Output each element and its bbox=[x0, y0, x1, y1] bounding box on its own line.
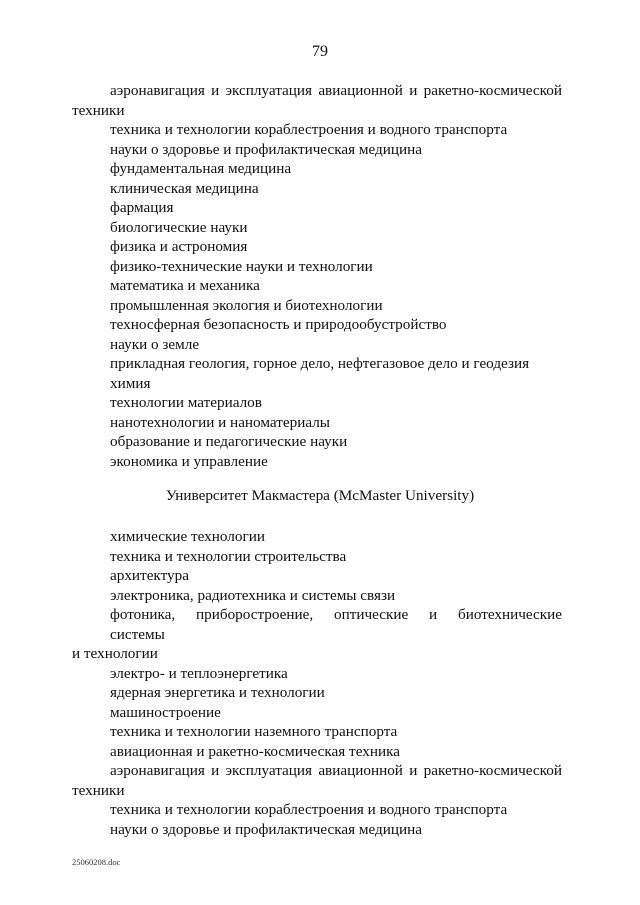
list-item: физико-технические науки и технологии bbox=[110, 257, 373, 275]
list-item: химические технологии bbox=[110, 528, 265, 545]
list-item: химия bbox=[110, 374, 151, 392]
list-item: техника и технологии кораблестроения и водного транспорта bbox=[110, 121, 508, 138]
list-item: клиническая медицина bbox=[110, 179, 259, 197]
list-item: фотоника, приборостроение, оптические и биотехнические системы bbox=[110, 606, 562, 643]
list-item: техника и технологии кораблестроения и водного транспорта bbox=[110, 801, 508, 818]
list-item: фармация bbox=[110, 199, 174, 216]
list-item-continuation: техники bbox=[72, 781, 125, 799]
list-item: машиностроение bbox=[110, 703, 221, 721]
list-item: техника и технологии строительства bbox=[110, 547, 347, 565]
list-item: архитектура bbox=[110, 567, 189, 584]
list-item: науки о здоровье и профилактическая медицина bbox=[110, 140, 423, 158]
list-item: электроника, радиотехника и системы связи bbox=[110, 586, 396, 604]
list-item-continuation: и технологии bbox=[72, 645, 158, 662]
list-item: физика и астрономия bbox=[110, 238, 248, 255]
list-item: аэронавигация и эксплуатация авиационной и ракетно-космической bbox=[110, 762, 562, 779]
list-item: образование и педагогические науки bbox=[110, 433, 348, 450]
list-item: аэронавигация и эксплуатация авиационной и ракетно-космической bbox=[110, 82, 562, 99]
list-item: промышленная экология и биотехнологии bbox=[110, 296, 383, 314]
list-item: авиационная и ракетно-космическая техника bbox=[110, 742, 400, 760]
list-item: прикладная геология, горное дело, нефтегазовое дело и геодезия bbox=[110, 355, 530, 372]
discipline-list-2 bbox=[72, 527, 562, 839]
list-item: технологии материалов bbox=[110, 394, 262, 411]
list-item: биологические науки bbox=[110, 218, 248, 236]
university-heading: Университет Макмастера (McMaster University) bbox=[165, 487, 475, 504]
page-number: 79 bbox=[312, 43, 328, 60]
discipline-list-1 bbox=[72, 81, 562, 471]
list-item-continuation: техники bbox=[72, 101, 125, 119]
list-item: техносферная безопасность и природообустройство bbox=[110, 316, 447, 333]
list-item: экономика и управление bbox=[110, 452, 268, 470]
list-item: электро- и теплоэнергетика bbox=[110, 664, 288, 682]
list-item: ядерная энергетика и технологии bbox=[110, 684, 325, 701]
list-item: науки о земле bbox=[110, 335, 200, 353]
list-item: техника и технологии наземного транспорта bbox=[110, 723, 398, 740]
list-item: математика и механика bbox=[110, 277, 260, 294]
list-item: нанотехнологии и наноматериалы bbox=[110, 413, 330, 431]
list-item: науки о здоровье и профилактическая медицина bbox=[110, 820, 423, 838]
document-filename: 25060208.doc bbox=[72, 857, 121, 867]
list-item: фундаментальная медицина bbox=[110, 160, 292, 177]
